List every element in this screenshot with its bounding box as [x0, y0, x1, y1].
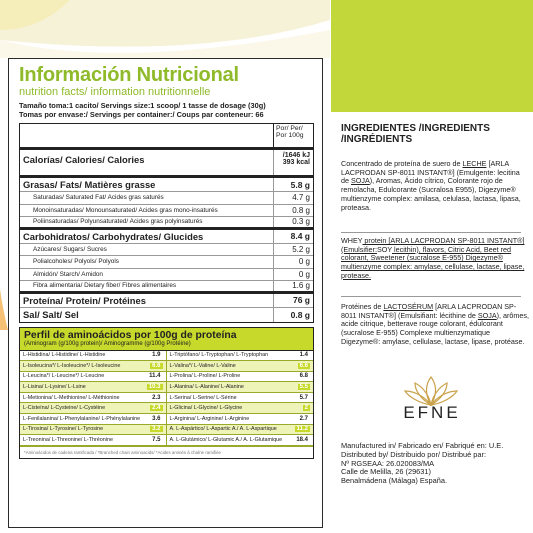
nutrition-value: 5.8 g	[273, 178, 313, 191]
amino-name: L-Leucina*/ L-Leucine*/ L-Leucine	[23, 373, 105, 380]
nutrition-row	[20, 230, 313, 244]
rgseaa-number: Nº RGSEAA: 26.020083/MA	[341, 458, 435, 468]
servings-per-container: Tomas por envase:/ Servings per container:/ Coups par conteneur: 66	[19, 110, 264, 119]
nutrition-label: Calorías/ Calories/ Calories	[23, 154, 145, 165]
amino-name: A. L-Glutámico/ L-Glutamic A./ A. L-Glutamique	[169, 437, 283, 444]
nutrition-row	[20, 205, 313, 218]
nutrition-value: 1.6 g	[273, 281, 313, 291]
amino-cell	[167, 425, 314, 436]
ingredient-text: ), Aromas, Ácido cítrico, Colorante rojo de remolacha, Edulcorante (Sucralosa E955), Digezyme® multienzyme complex: amilasa, celulasa, lactasa, lipasa, proteasa.	[341, 176, 521, 212]
amino-name: L-Arginina/ L-Arginine/ L-Arginine	[169, 415, 250, 422]
amino-value: 1.4	[299, 352, 308, 359]
nutrition-row	[20, 217, 313, 230]
nutrition-label: Saturadas/ Saturated Fat/ Acides gras saturés	[33, 194, 164, 202]
divider	[341, 232, 521, 233]
amino-cell	[167, 361, 314, 372]
ingredient-text: Concentrado de proteína de suero de	[341, 159, 463, 168]
amino-value: 7.5	[152, 437, 161, 444]
amino-cell	[20, 361, 167, 372]
amino-name: L-Serina/ L-Serine/ L-Sérine	[169, 394, 237, 401]
amino-cell	[20, 435, 167, 446]
amino-value: 6.6	[299, 362, 308, 369]
nutrition-label: Azúcares/ Sugars/ Sucres	[33, 245, 107, 253]
nutrition-label: Poliinsaturadas/ Polyunsaturated/ Acides gras polyinsaturés	[33, 218, 203, 226]
nutrition-value: 8.4 g	[273, 230, 313, 243]
nutrition-label: Proteína/ Protein/ Protéines	[23, 294, 146, 306]
nutrition-label: Carbohidratos/ Carbohydrates/ Glucides	[23, 230, 204, 242]
allergen-text: protein [ARLA LACPRODAN SP-8011 INSTANT®] (Emulsifier:	[341, 236, 525, 254]
amino-name: L-Tirosina/ L-Tyrosine/ L-Tyrosine	[23, 426, 104, 433]
nutrition-row	[20, 256, 313, 269]
amino-cell	[20, 425, 167, 436]
amino-name: L-Metionina/ L-Methionine/ L-Méthionine	[23, 394, 120, 401]
amino-name: L-Cisteína/ L-Cysteine/ L-Cystéine	[23, 405, 106, 412]
nutrition-label: Polialcoholes/ Polyols/ Polyols	[33, 258, 119, 266]
amino-value: 3.2	[152, 426, 161, 433]
amino-value: 2.4	[152, 405, 161, 412]
nutrition-table-header	[20, 124, 313, 150]
amino-profile	[19, 327, 314, 459]
amino-value: 2.3	[152, 394, 161, 401]
amino-cell	[167, 435, 314, 446]
nutrition-row	[20, 281, 313, 294]
ingredients-es	[341, 160, 529, 212]
amino-value: 5.5	[299, 384, 308, 391]
nutrition-value: 76 g	[273, 294, 313, 307]
amino-value: 11.4	[149, 373, 161, 380]
nutrition-row	[20, 294, 313, 308]
nutrition-value: 0.8 g	[273, 205, 313, 217]
amino-cell	[20, 382, 167, 393]
nutrition-label: Monoinsaturadas/ Monounsaturated/ Acides gras mono-insaturés	[33, 206, 218, 214]
nutrition-row	[20, 244, 313, 257]
amino-cell	[167, 403, 314, 414]
energy-kj: /1646 kJ	[282, 152, 310, 159]
nutrition-subtitle: nutrition facts/ information nutritionnelle	[19, 86, 211, 98]
amino-name: L-Glicina/ L-Glycine/ L-Glycine	[169, 405, 243, 412]
amino-value: 2.7	[299, 415, 308, 422]
amino-name: L-Isoleucina*/ L-Isoleucine*/ L-Isoleucine	[23, 362, 121, 369]
nutrition-value: 5.2 g	[273, 244, 313, 256]
ingredient-text: [ARLA LACPRODAN SP-8011 INSTANT®] (Emulgente: lecitina de	[341, 159, 520, 186]
manufactured-in: Manufactured in/ Fabricado en/ Fabriqué en: U.E.	[341, 441, 504, 450]
allergen-text: LACTOSÉRUM	[383, 302, 434, 311]
nutrition-label: Fibra alimentaria/ Dietary fiber/ Fibres alimentaires	[33, 282, 177, 290]
ingredient-text: WHEY	[341, 236, 363, 245]
amino-cell	[167, 414, 314, 425]
ingredients-title: INGREDIENTES /INGREDIENTS /INGRÉDIENTS	[341, 123, 490, 145]
nutrition-value: 0 g	[273, 269, 313, 281]
amino-name: L-Fenilalanina/ L-Phenylalanine/ L-Phénylalanine	[23, 415, 141, 422]
nutrition-row	[20, 269, 313, 282]
ingredients-en	[341, 237, 529, 281]
amino-cell	[167, 351, 314, 362]
amino-value: 1.9	[152, 352, 161, 359]
amino-value: 6.6	[152, 362, 161, 369]
amino-name: L-Lisina/ L-Lysine/ L-Lsine	[23, 384, 86, 391]
ingredient-text: ), arômes, acide citrique, betterave rouge colorant, édulcorant (sucralose E-955) Complexe multienzymatique Digezyme®: amylase, cellulase, lactase, lipase, protéase.	[341, 310, 529, 346]
amino-cell	[167, 382, 314, 393]
ingredient-text: Protéines de	[341, 302, 384, 311]
address-line-2: Benalmádena (Málaga) España.	[341, 476, 447, 486]
amino-title: Perfil de aminoácidos por 100g de proteína	[24, 329, 237, 341]
amino-cell	[20, 393, 167, 404]
amino-name: L-Alanina/ L-Alanine/ L-Alanine	[169, 384, 244, 391]
amino-cell	[20, 414, 167, 425]
address-line-1: Calle de Melilla, 26 (29631)	[341, 467, 431, 477]
amino-value: 6.8	[299, 373, 308, 380]
amino-value: 11.2	[296, 426, 308, 433]
nutrition-label: Almidón/ Starch/ Amidon	[33, 270, 103, 278]
amino-value: 2	[304, 405, 308, 412]
nutrition-value	[273, 150, 313, 175]
manufacturer-info	[341, 442, 529, 486]
nutrition-row	[20, 178, 313, 192]
nutrition-value: 4.7 g	[273, 192, 313, 204]
allergen-text: SOJA	[477, 310, 497, 320]
ingredient-text: SOY	[376, 244, 393, 254]
allergen-text: lecithin), flavors, Citric Acid, Beet red colorant, Sweetener (sucralose E-955) Digezyme® multienzyme complex: amylase, cellulase, lactase, lipase, protease.	[341, 244, 525, 280]
amino-name: L-Triptófano/ L-Tryptophan/ L-Tryptophan	[169, 352, 269, 359]
amino-subtitle: (Aminogram (g/100g protein)/ Aminogramme (g/100g Protéine)	[24, 340, 191, 347]
amino-value: 10.3	[148, 384, 161, 391]
serving-size: Tamaño toma:1 cacito/ Servings size:1 scoop/ 1 tasse de dosage (30g)	[19, 101, 266, 110]
energy-kcal: 393 kcal	[282, 159, 310, 166]
nutrition-label: Grasas/ Fats/ Matières grasse	[23, 179, 156, 190]
amino-grid	[20, 351, 313, 446]
amino-footnote: *Aminoácidos de cadena ramificada / *Branched chain aminoacids/ *Acides aminés à chaîne ramifiée	[20, 446, 313, 458]
amino-value: 18.4	[296, 437, 308, 444]
ingredients-fr	[341, 303, 529, 347]
amino-cell	[20, 351, 167, 362]
nutrition-row	[20, 308, 313, 322]
amino-cell	[167, 393, 314, 404]
ingredient-text: [ARLA LACPRODAN SP-8011 INSTANT®] (Emulsifiant: lécithine de	[341, 302, 517, 320]
amino-name: L-Prolina/ L-Proline/ L-Proline	[169, 373, 241, 380]
nutrition-value: 0.8 g	[273, 308, 313, 322]
amino-name: A. L-Aspártico/ L-Aspartic A./ A. L-Aspartique	[169, 426, 277, 433]
ingredients-panel	[331, 0, 533, 533]
amino-value: 5.7	[299, 394, 308, 401]
accent-block	[331, 0, 533, 112]
amino-cell	[167, 372, 314, 383]
allergen-text: SOJA	[351, 176, 370, 186]
nutrition-title: Información Nutricional	[19, 64, 239, 86]
brand-name: EFNE	[403, 403, 461, 422]
nutrition-row	[20, 150, 313, 178]
amino-name: L-Valina*/ L-Valine/ L-Valine	[169, 362, 236, 369]
amino-header	[20, 328, 313, 351]
amino-cell	[20, 372, 167, 383]
per-100g-header: Por/ Per/ Por 100g	[273, 124, 313, 147]
distributed-by: Distributed by/ Distribuido por/ Distribué par:	[341, 449, 486, 459]
amino-value: 3.6	[152, 415, 161, 422]
nutrition-row	[20, 192, 313, 205]
amino-name: L-Treonina/ L-Threonine/ L-Thréonine	[23, 437, 113, 444]
amino-name: L-Histidina/ L-Histidine/ L-Histidine	[23, 352, 106, 359]
nutrition-value: 0 g	[273, 256, 313, 268]
nutrition-panel	[8, 58, 323, 528]
allergen-text: LECHE	[462, 159, 487, 168]
nutrition-label: Sal/ Salt/ Sel	[23, 309, 79, 320]
divider	[341, 296, 521, 297]
nutrition-table	[19, 123, 314, 323]
nutrition-value: 0.3 g	[273, 217, 313, 227]
amino-cell	[20, 403, 167, 414]
